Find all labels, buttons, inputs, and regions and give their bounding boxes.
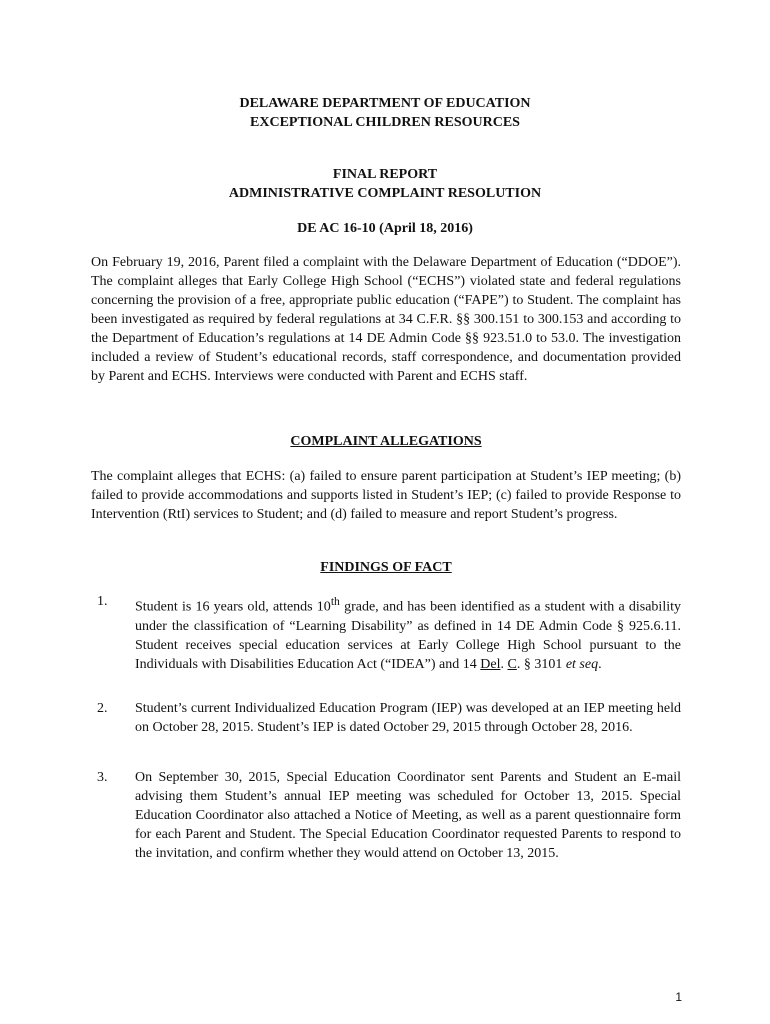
finding-text: On September 30, 2015, Special Education Coordinator sent Parents and Student an E-mail advising them Student’s annual IEP meeting was scheduled for October 13, 2015. Special Education Coordinator also attached a Notice of Meeting, as well as a parent questionnaire form for each Parent and Student. The Special Education Coordinator requested Parents to respond to the invitation, and confirm whether they would attend on October 13, 2015. <box>135 770 681 861</box>
office-name: EXCEPTIONAL CHILDREN RESOURCES <box>250 115 520 130</box>
report-type: FINAL REPORT <box>332 167 438 182</box>
finding-text-part: Student is 16 years old, attends 10 <box>135 599 331 615</box>
intro-paragraph: On February 19, 2016, Parent filed a complaint with the Delaware Department of Education (“DDOE”). The complaint alleges that Early College High School (“ECHS”) violated state and federal regulations concerning the provision of a free, appropriate public education (“FAPE”) to Student. The complaint has been investigated as required by federal regulations at 34 C.F.R. §§ 300.151 to 300.153 and according to the Department of Education’s regulations at 14 DE Admin Code §§ 923.51.0 to 53.0. The investigation included a review of Student’s educational records, staff correspondence, and documentation provided by Parent and ECHS. Interviews were conducted with Parent and ECHS staff. <box>91 255 681 384</box>
finding-text: Student’s current Individualized Education Program (IEP) was developed at an IEP meeting held on October 28, 2015. Student’s IEP is dated October 29, 2015 through October 28, 2016. <box>135 701 681 735</box>
report-subject: ADMINISTRATIVE COMPLAINT RESOLUTION <box>228 186 542 201</box>
citation-et-seq: et seq <box>565 656 599 672</box>
finding-number: 1. <box>97 594 108 609</box>
page-number: 1 <box>675 990 682 1004</box>
finding-text <box>135 592 681 674</box>
finding-text-part: . <box>500 656 508 672</box>
finding-text-part: . § 3101 <box>516 656 566 672</box>
finding-text-part: . <box>598 656 602 672</box>
case-id: DE AC 16-10 (April 18, 2016) <box>297 221 473 236</box>
citation-c: C <box>507 656 517 672</box>
ordinal-suffix: th <box>330 595 340 608</box>
finding-number: 3. <box>97 770 108 785</box>
allegations-heading: COMPLAINT ALLEGATIONS <box>290 434 482 449</box>
findings-heading: FINDINGS OF FACT <box>320 560 452 575</box>
agency-name: DELAWARE DEPARTMENT OF EDUCATION <box>239 96 531 111</box>
report-title <box>91 165 679 203</box>
letterhead <box>91 94 679 132</box>
finding-text-part: grade, and has been identified as a student with a disability under the classification of “Learning Disability” as defined in 14 DE Admin Code § 925.6.11. Student receives special education services at Early College High School pursuant to the Individuals with Disabilities Education Act (“IDEA”) and 14 <box>135 599 681 672</box>
finding-number: 2. <box>97 701 108 716</box>
allegations-paragraph: The complaint alleges that ECHS: (a) failed to ensure parent participation at Student’s IEP meeting; (b) failed to provide accommodations and supports listed in Student’s IEP; (c) failed to provide Response to Intervention (RtI) services to Student; and (d) failed to measure and report Student’s progress. <box>91 469 681 522</box>
citation-del: Del <box>480 656 501 672</box>
